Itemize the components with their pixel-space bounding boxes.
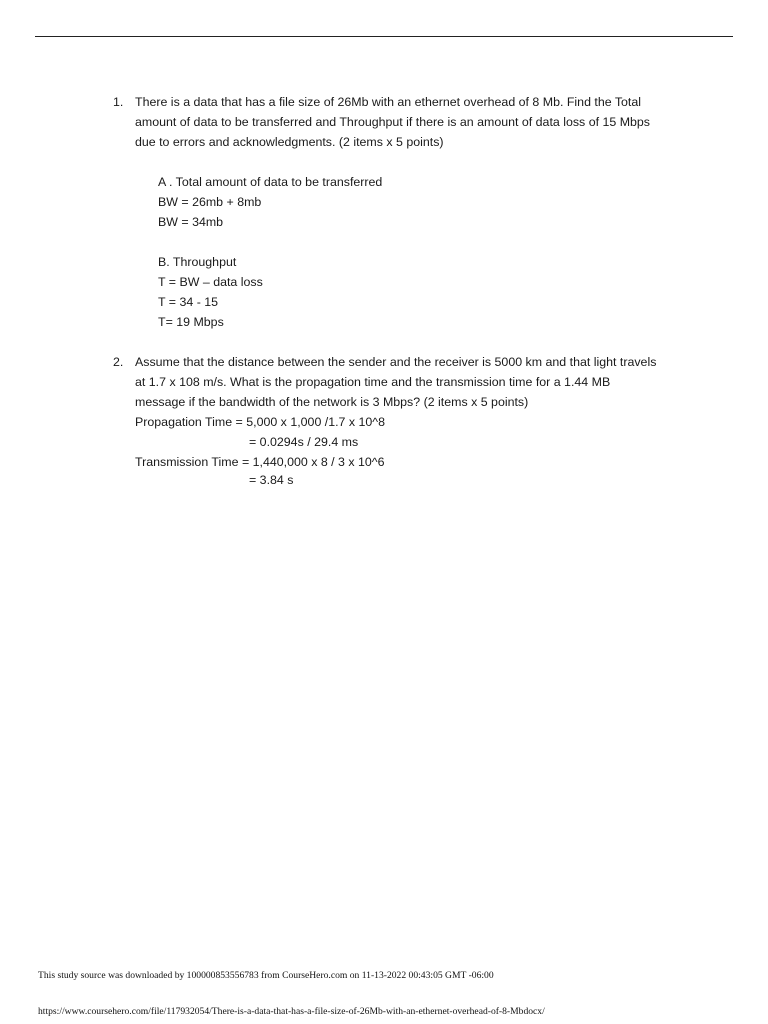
part-a-line-1: BW = 26mb + 8mb — [158, 195, 262, 209]
question-2-line-1: Assume that the distance between the sender and the receiver is 5000 km and that light travels — [135, 355, 657, 369]
footer-url-line[interactable]: https://www.coursehero.com/file/117932054/There-is-a-data-that-has-a-file-size-of-26Mb-with-an-ethernet-overhead-of-8-Mbdocx/ — [38, 1006, 545, 1017]
transmission-time-line-1: Transmission Time = 1,440,000 x 8 / 3 x 10^6 — [135, 455, 385, 469]
propagation-time-line-2: = 0.0294s / 29.4 ms — [249, 435, 359, 449]
question-2-line-3: message if the bandwidth of the network is 3 Mbps? (2 items x 5 points) — [135, 395, 529, 409]
question-1-line-1: There is a data that has a file size of 26Mb with an ethernet overhead of 8 Mb. Find the Total — [135, 95, 642, 109]
question-1-number: 1. — [113, 95, 124, 109]
part-a-heading: A . Total amount of data to be transferred — [158, 175, 383, 189]
question-1-line-3: due to errors and acknowledgments. (2 items x 5 points) — [135, 135, 444, 149]
part-b-line-2: T = 34 - 15 — [158, 295, 219, 309]
question-2-number: 2. — [113, 355, 124, 369]
question-2-line-2: at 1.7 x 108 m/s. What is the propagation time and the transmission time for a 1.44 MB — [135, 375, 611, 389]
part-b-line-1: T = BW – data loss — [158, 275, 263, 289]
question-1-line-2: amount of data to be transferred and Throughput if there is an amount of data loss of 15 Mbps — [135, 115, 650, 129]
part-b-line-3: T= 19 Mbps — [158, 315, 224, 329]
transmission-time-line-2: = 3.84 s — [249, 473, 294, 487]
footer-source-line: This study source was downloaded by 100000853556783 from CourseHero.com on 11-13-2022 00:43:05 GMT -06:00 — [38, 970, 494, 981]
propagation-time-line-1: Propagation Time = 5,000 x 1,000 /1.7 x 10^8 — [135, 415, 386, 429]
top-rule — [35, 36, 733, 37]
part-b-heading: B. Throughput — [158, 255, 237, 269]
part-a-line-2: BW = 34mb — [158, 215, 224, 229]
